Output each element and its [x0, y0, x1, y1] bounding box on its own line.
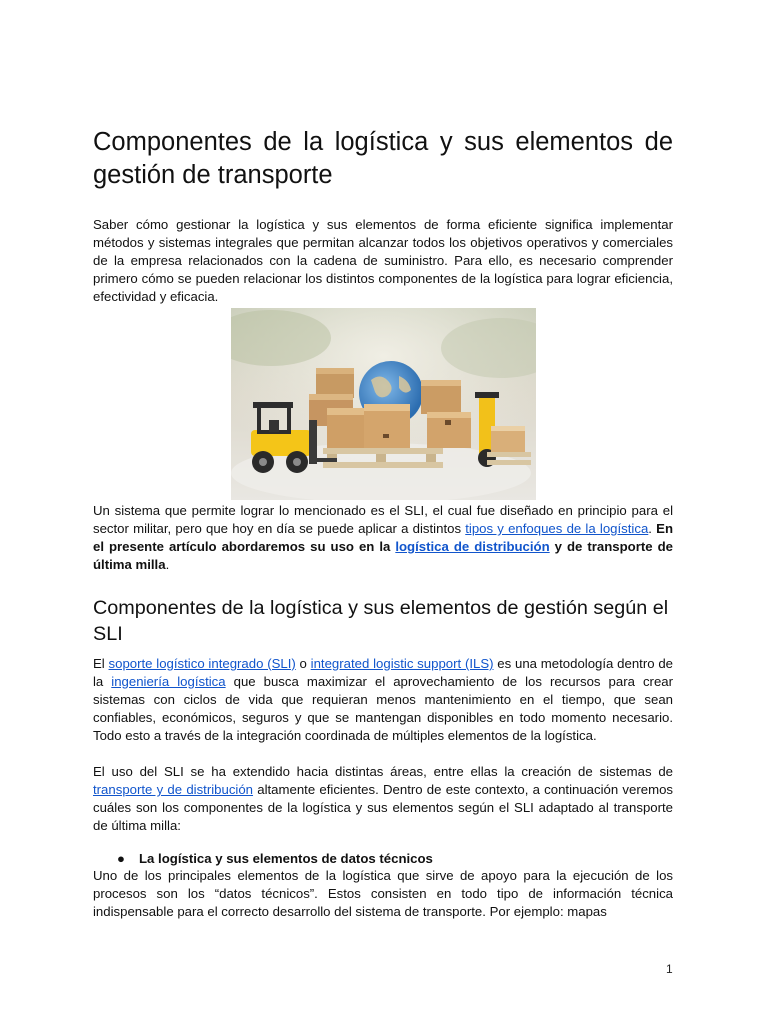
para-b-text-1: El uso del SLI se ha extendido hacia distintas áreas, entre ellas la creación de sistemas de [93, 764, 673, 779]
link-transporte-distribucion[interactable]: transporte y de distribución [93, 782, 254, 797]
link-logistica-distribucion[interactable]: logística de distribución [395, 539, 550, 554]
para-a-text-2: o [295, 656, 311, 671]
link-ingenieria-logistica[interactable]: ingeniería logística [111, 674, 226, 689]
para-a-text-3: es una metodología dentro de la [93, 656, 673, 689]
para-b-text-2: altamente eficientes. Dentro de este contexto, a continuación veremos cuáles son los componentes de la logística y sus elementos según el SLI adaptado al transporte de última milla: [93, 782, 673, 833]
intro-paragraph: Saber cómo gestionar la logística y sus elementos de forma eficiente significa implementar métodos y sistemas integrales que permitan alcanzar todos los objetivos operativos y comerciales de la empresa relacionados con la cadena de suministro. Para ello, es necesario comprender primero cómo se pueden relacionar los distintos componentes de la logística para lograr eficiencia, efectividad y eficacia. [93, 217, 673, 304]
datos-tecnicos-paragraph: Uno de los principales elementos de la logística que sirve de apoyo para la ejecución de los procesos son los “datos técnicos”. Estos consisten en todo tipo de información técnica indispensable para el correcto desarrollo del sistema de transporte. Por ejemplo: mapas [93, 868, 673, 919]
para-a-text-1: El [93, 656, 109, 671]
logistics-photo [231, 308, 536, 500]
bullet-datos-tecnicos [117, 850, 673, 868]
bullet-label: La logística y sus elementos de datos técnicos [139, 851, 433, 866]
sli-text-2: . [648, 521, 657, 536]
para-a-text-4: que busca maximizar el aprovechamiento de los recursos para crear sistemas con ciclos de vida que requieran menos mantenimiento en el tiempo, que sean confiables, económicos, seguros y que se mantengan disponibles en todo momento necesario. Todo esto a través de la integración coordinada de múltiples elementos de la logística. [93, 674, 673, 743]
forklift-boxes-illustration [231, 308, 536, 500]
sli-text-3: . [165, 557, 170, 572]
link-soporte-logistico[interactable]: soporte logístico integrado (SLI) [108, 656, 296, 671]
link-tipos-enfoques[interactable]: tipos y enfoques de la logística [465, 521, 649, 536]
link-integrated-logistic-support[interactable]: integrated logistic support (ILS) [310, 656, 494, 671]
sli-definition-paragraph [93, 655, 673, 745]
page-number: 1 [666, 962, 673, 976]
sli-bold-1: En el presente artículo abordaremos su uso en la [93, 521, 674, 554]
sli-usage-paragraph [93, 763, 673, 835]
sli-bold-2: y de transporte de última milla [93, 539, 673, 572]
section-heading: Componentes de la logística y sus elementos de gestión según el SLI [93, 597, 669, 645]
sli-paragraph [93, 502, 673, 574]
bullet-dot-icon: ● [117, 851, 125, 866]
document-title: Componentes de la logística y sus elementos de gestión de transporte [93, 128, 673, 189]
sli-text-1: Un sistema que permite lograr lo mencionado es el SLI, el cual fue diseñado en principio para el sector militar, pero que hoy en día se puede aplicar a distintos [93, 503, 673, 536]
